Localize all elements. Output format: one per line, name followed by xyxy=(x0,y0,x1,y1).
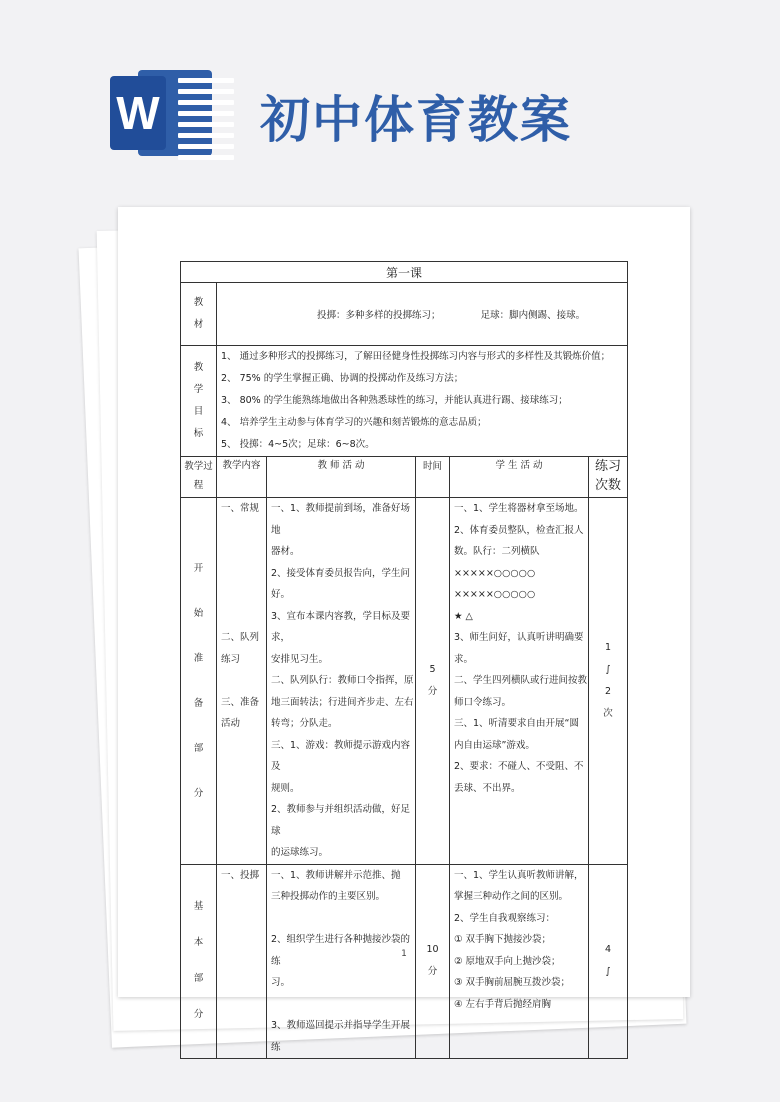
label-char: 教 xyxy=(193,297,204,308)
student-line: 内自由运球”游戏。 xyxy=(454,739,535,751)
student-line: 2、要求：不碰人、不受阻、不 xyxy=(454,761,584,772)
label-char: 始 xyxy=(193,607,204,619)
student-line: 2、体育委员整队，检查汇报人 xyxy=(454,524,584,536)
lesson-title: 第一课 xyxy=(181,262,628,283)
student-line: ★ △ xyxy=(454,610,473,622)
time-text: 5 xyxy=(429,663,436,675)
label-char: 准 xyxy=(193,652,204,664)
col-teacher: 教 师 活 动 xyxy=(267,457,416,498)
time-text: 10 xyxy=(426,944,439,956)
label-char: 部 xyxy=(193,973,204,985)
objective-item: 3、 80% 的学生能熟练地做出各种熟悉球性的练习，并能认真进行踢、接球练习； xyxy=(221,395,568,406)
student-line: 数。队行：二列横队 xyxy=(454,546,540,557)
content-line: 活动 xyxy=(221,718,241,729)
content-line: 一、常规 xyxy=(221,503,260,514)
materials-item: 投掷：多种多样的投掷练习； xyxy=(317,310,441,321)
content-line xyxy=(217,670,266,692)
student-line: 2、学生自我观察练习： xyxy=(454,912,556,924)
count-text: ∫ xyxy=(605,663,611,675)
student-line: ×××××○○○○○ xyxy=(454,589,536,600)
teacher-line: 安排见习生。 xyxy=(271,653,329,665)
student-line: 求。 xyxy=(454,653,474,665)
word-icon-letter: W xyxy=(110,76,166,150)
time-text: 分 xyxy=(427,966,438,978)
teacher-line: 2、组织学生进行各种抛接沙袋的练 xyxy=(271,934,411,967)
teacher-line: 3、宣布本课内容教，学目标及要求， xyxy=(271,610,411,643)
content-line xyxy=(217,563,266,585)
time-cell xyxy=(416,864,450,1059)
col-content: 教学内容 xyxy=(217,457,267,498)
student-line: 掌握三种动作之间的区别。 xyxy=(454,891,569,902)
label-char: 基 xyxy=(193,901,204,913)
section-label xyxy=(181,864,217,1059)
lesson-plan-table xyxy=(180,261,628,1059)
content-line xyxy=(217,520,266,542)
section-content xyxy=(217,498,267,865)
student-line: 3、师生问好，认真听讲明确要 xyxy=(454,632,584,643)
section-start xyxy=(181,498,628,865)
word-icon xyxy=(110,70,212,156)
teacher-line: 转弯；分队走。 xyxy=(271,718,338,729)
teacher-line: 习。 xyxy=(271,977,291,988)
teacher-line: 2、教师参与并组织活动做，好足球 xyxy=(271,804,411,837)
teacher-line: 的运球练习。 xyxy=(271,847,329,858)
section-content xyxy=(217,864,267,1059)
banner xyxy=(0,0,780,190)
teacher-line xyxy=(267,908,415,930)
student-line: ×××××○○○○○ xyxy=(454,567,536,579)
student-line: ③ 双手胸前屈腕互拨沙袋； xyxy=(454,977,571,988)
label-char: 分 xyxy=(193,1009,204,1021)
column-header-row xyxy=(181,457,628,498)
col-count: 练习次数 xyxy=(589,457,628,498)
content-line xyxy=(217,541,266,563)
objective-item: 4、 培养学生主动参与体育学习的兴趣和刻苦锻炼的意志品质； xyxy=(221,417,487,428)
label-char: 开 xyxy=(193,562,204,574)
label-char: 本 xyxy=(193,937,204,949)
objective-item: 1、 通过多种形式的投掷练习，了解田径健身性投掷练习内容与形式的多样性及其锻炼价值； xyxy=(221,351,611,362)
label-char: 学 xyxy=(193,384,204,395)
count-text: 1 xyxy=(605,641,612,653)
content-line: 练习 xyxy=(221,653,241,665)
materials-item: 足球：脚内侧踢、接球。 xyxy=(480,310,586,321)
count-cell xyxy=(589,498,628,865)
student-activity xyxy=(450,864,589,1059)
student-line: 师口令练习。 xyxy=(454,696,512,708)
content-line xyxy=(217,584,266,606)
count-text: 2 xyxy=(605,685,612,697)
student-line: ④ 左右手背后抛经肩胸 xyxy=(454,998,552,1010)
teacher-line: 器材。 xyxy=(271,546,300,557)
teacher-line: 规则。 xyxy=(271,782,300,794)
section-basic xyxy=(181,864,628,1059)
student-activity xyxy=(450,498,589,865)
banner-title: 初中体育教案 xyxy=(260,91,572,149)
time-text: 分 xyxy=(427,685,438,697)
time-cell xyxy=(416,498,450,865)
label-char: 材 xyxy=(193,319,204,330)
teacher-line: 地三面转法；行进间齐步走、左右 xyxy=(271,696,414,708)
teacher-line xyxy=(267,994,415,1016)
count-text: 4 xyxy=(605,944,612,956)
teacher-activity xyxy=(267,864,416,1059)
teacher-line: 三种投掷动作的主要区别。 xyxy=(271,891,386,902)
objective-item: 2、 75% 的学生掌握正确、协调的投掷动作及练习方法； xyxy=(221,373,464,384)
materials-cell xyxy=(217,283,628,346)
teacher-activity xyxy=(267,498,416,865)
content-line: 三、准备 xyxy=(221,696,260,708)
student-line: ② 原地双手向上抛沙袋； xyxy=(454,955,561,967)
objective-item: 5、 投掷：4~5次；足球：6~8次。 xyxy=(221,439,375,450)
student-line: 一、1、学生认真听教师讲解， xyxy=(454,869,584,881)
label-char: 标 xyxy=(193,428,204,439)
count-cell xyxy=(589,864,628,1059)
count-text: 次 xyxy=(603,707,613,719)
label-char: 部 xyxy=(193,742,204,754)
label-char: 分 xyxy=(193,787,204,799)
student-line: 二、学生四列横队或行进间按教 xyxy=(454,675,588,686)
col-student: 学 生 活 动 xyxy=(450,457,589,498)
col-time: 时间 xyxy=(416,457,450,498)
student-line: 丢球、不出界。 xyxy=(454,782,521,794)
student-line: ① 双手胸下抛接沙袋； xyxy=(454,934,552,945)
count-text: ∫ xyxy=(605,966,611,978)
teacher-line: 二、队列队行：教师口令指挥，原 xyxy=(271,675,414,686)
objectives-cell xyxy=(217,346,628,457)
teacher-line: 三、1、游戏：教师提示游戏内容及 xyxy=(271,739,411,772)
section-label xyxy=(181,498,217,865)
col-process: 教学过程 xyxy=(181,457,217,498)
label-char: 教 xyxy=(193,362,204,373)
document-page xyxy=(118,207,690,1053)
content-line: 二、队列 xyxy=(221,632,260,643)
teacher-line: 3、教师巡回提示并指导学生开展练 xyxy=(271,1020,411,1053)
teacher-line: 一、1、教师提前到场，准备好场地 xyxy=(271,503,411,536)
student-line: 三、1、听清要求自由开展“圆 xyxy=(454,718,579,729)
teacher-line: 一、1、教师讲解并示范推、抛 xyxy=(271,869,401,881)
label-char: 目 xyxy=(193,406,204,417)
content-line xyxy=(217,606,266,628)
materials-label xyxy=(181,283,217,346)
objectives-label xyxy=(181,346,217,457)
teacher-line: 2、接受体育委员报告向，学生问好。 xyxy=(271,567,411,600)
student-line: 一、1、学生将器材拿至场地。 xyxy=(454,503,584,514)
content-line: 一、投掷 xyxy=(221,869,260,881)
page-number: 1 xyxy=(401,949,407,959)
label-char: 备 xyxy=(193,697,204,709)
